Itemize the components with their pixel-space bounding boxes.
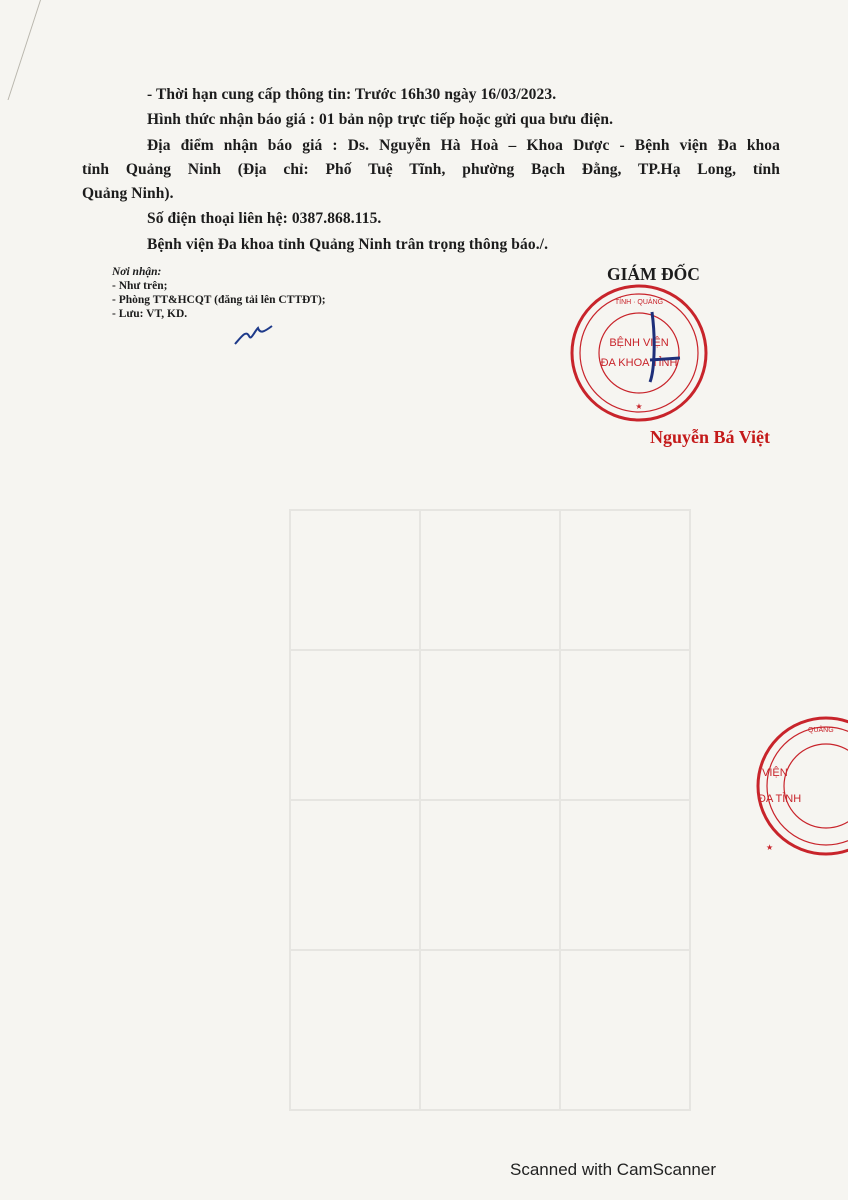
partial-stamp-seal xyxy=(752,712,848,860)
svg-text:ĐA KHOA TỈNH: ĐA KHOA TỈNH xyxy=(600,357,678,369)
show-through-ghost xyxy=(280,500,700,1120)
svg-text:★: ★ xyxy=(635,402,643,411)
location-line-2: tỉnh Quảng Ninh (Địa chỉ: Phố Tuệ Tĩnh, phường Bạch Đằng, TP.Hạ Long, tỉnh xyxy=(82,161,780,178)
initial-mark xyxy=(232,322,274,348)
svg-text:BỆNH VIỆN: BỆNH VIỆN xyxy=(609,337,669,349)
scanner-watermark: Scanned with CamScanner xyxy=(510,1160,717,1179)
recipient-item: - Lưu: VT, KD. xyxy=(112,308,188,320)
svg-text:★: ★ xyxy=(766,843,774,852)
location-line-3: Quảng Ninh). xyxy=(82,185,174,202)
page-fold-mark xyxy=(0,0,41,100)
recipients-block xyxy=(112,265,326,321)
recipient-item: - Phòng TT&HCQT (đăng tải lên CTTĐT); xyxy=(112,294,326,306)
location-line-1: Địa điểm nhận báo giá : Ds. Nguyễn Hà Hoà – Khoa Dược - Bệnh viện Đa khoa xyxy=(147,137,780,154)
svg-text:ĐA TỈNH: ĐA TỈNH xyxy=(758,793,802,805)
recipient-item: - Như trên; xyxy=(112,280,168,292)
phone-line: Số điện thoại liên hệ: 0387.868.115. xyxy=(147,210,382,227)
svg-text:VIỆN: VIỆN xyxy=(762,767,788,779)
svg-text:TỈNH · QUẢNG: TỈNH · QUẢNG xyxy=(614,299,664,306)
signature-title: GIÁM ĐỐC xyxy=(607,264,700,284)
svg-text:QUẢNG: QUẢNG xyxy=(808,727,834,734)
signer-name: Nguyễn Bá Việt xyxy=(650,427,771,447)
deadline-line: - Thời hạn cung cấp thông tin: Trước 16h30 ngày 16/03/2023. xyxy=(147,86,557,103)
closing-line: Bệnh viện Đa khoa tỉnh Quảng Ninh trân trọng thông báo./. xyxy=(147,236,549,253)
recipients-title: Nơi nhận: xyxy=(112,266,162,278)
submission-method-line: Hình thức nhận báo giá : 01 bản nộp trực tiếp hoặc gửi qua bưu điện. xyxy=(147,111,614,128)
official-stamp-seal xyxy=(568,282,710,424)
